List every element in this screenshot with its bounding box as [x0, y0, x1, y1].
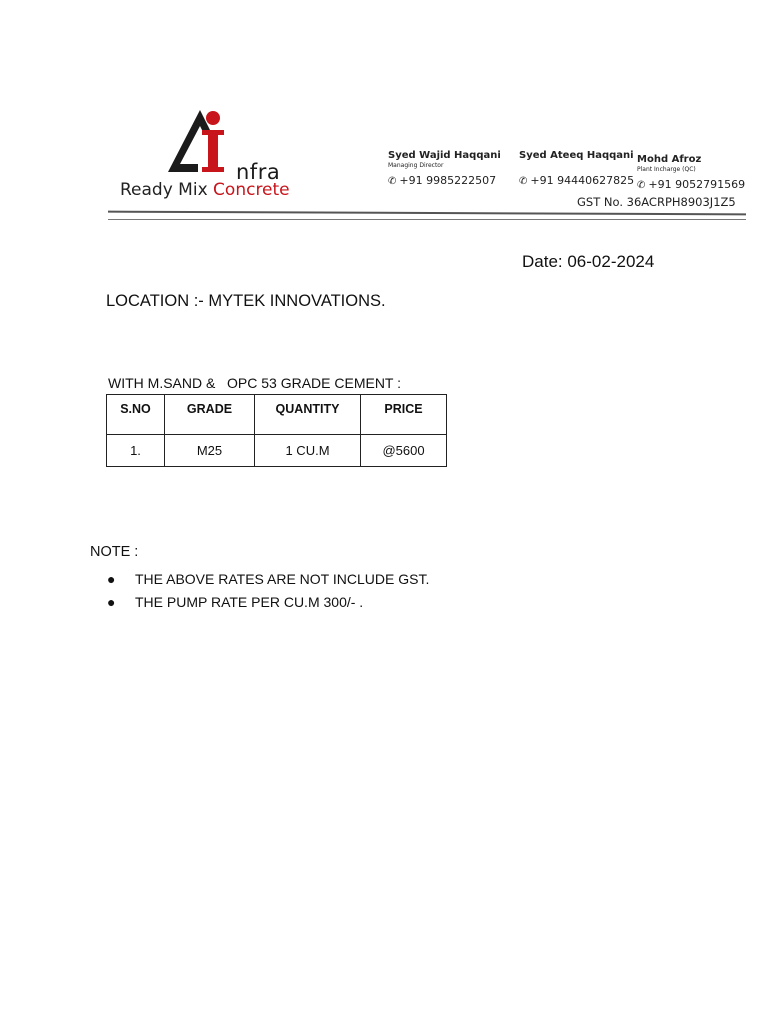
contact-phone-number: +91 9985222507	[399, 174, 497, 187]
contact-name: Syed Ateeq Haqqani	[519, 150, 634, 161]
location-line: LOCATION :- MYTEK INNOVATIONS.	[106, 292, 386, 310]
header-grade: GRADE	[165, 395, 255, 435]
phone-icon: ✆	[388, 176, 397, 187]
company-tagline	[120, 180, 290, 200]
letterhead-divider-thin	[108, 219, 746, 220]
table-row	[107, 435, 447, 467]
notes-list	[107, 569, 429, 615]
bullet-icon: ●	[107, 571, 116, 587]
tagline-ready-mix: Ready Mix	[120, 180, 214, 200]
cell-grade: M25	[165, 435, 255, 467]
header-price: PRICE	[361, 395, 447, 435]
cell-sno: 1.	[107, 435, 165, 467]
list-item	[107, 592, 429, 615]
letterhead-divider	[108, 211, 746, 216]
list-item	[107, 569, 429, 592]
contact-phone-number: +91 9052791569	[648, 178, 746, 191]
rates-table	[106, 394, 447, 467]
cell-price: @5600	[361, 435, 447, 467]
tagline-concrete: Concrete	[213, 180, 290, 200]
phone-icon: ✆	[637, 180, 646, 191]
header-sno: S.NO	[107, 395, 165, 435]
contact-managing-director	[388, 150, 501, 187]
contact-role	[519, 162, 634, 169]
contact-role: Managing Director	[388, 162, 444, 169]
quotation-date: Date: 06-02-2024	[522, 252, 655, 271]
contact-name: Mohd Afroz	[637, 154, 702, 165]
contact-partner	[519, 150, 634, 187]
contact-phone	[519, 174, 634, 187]
contact-phone-number: +91 94440627825	[530, 174, 635, 187]
contact-phone	[637, 178, 745, 191]
ai-logo-mark-icon	[164, 108, 236, 174]
contact-phone	[388, 174, 501, 187]
phone-icon: ✆	[519, 176, 528, 187]
bullet-icon: ●	[107, 594, 116, 610]
contact-role: Plant Incharge (QC)	[637, 166, 696, 173]
gst-number: GST No. 36ACRPH8903J1Z5	[577, 195, 736, 209]
contact-plant-incharge	[637, 154, 745, 191]
table-header-row	[107, 395, 447, 435]
contact-name: Syed Wajid Haqqani	[388, 150, 501, 161]
note-text: THE ABOVE RATES ARE NOT INCLUDE GST.	[135, 571, 430, 587]
note-title: NOTE :	[90, 544, 139, 560]
cell-quantity: 1 CU.M	[255, 435, 361, 467]
note-text: THE PUMP RATE PER CU.M 300/- .	[135, 594, 364, 610]
header-quantity: QUANTITY	[255, 395, 361, 435]
material-subheading: WITH M.SAND & OPC 53 GRADE CEMENT :	[108, 375, 402, 391]
brand-suffix: nfra	[236, 160, 281, 184]
